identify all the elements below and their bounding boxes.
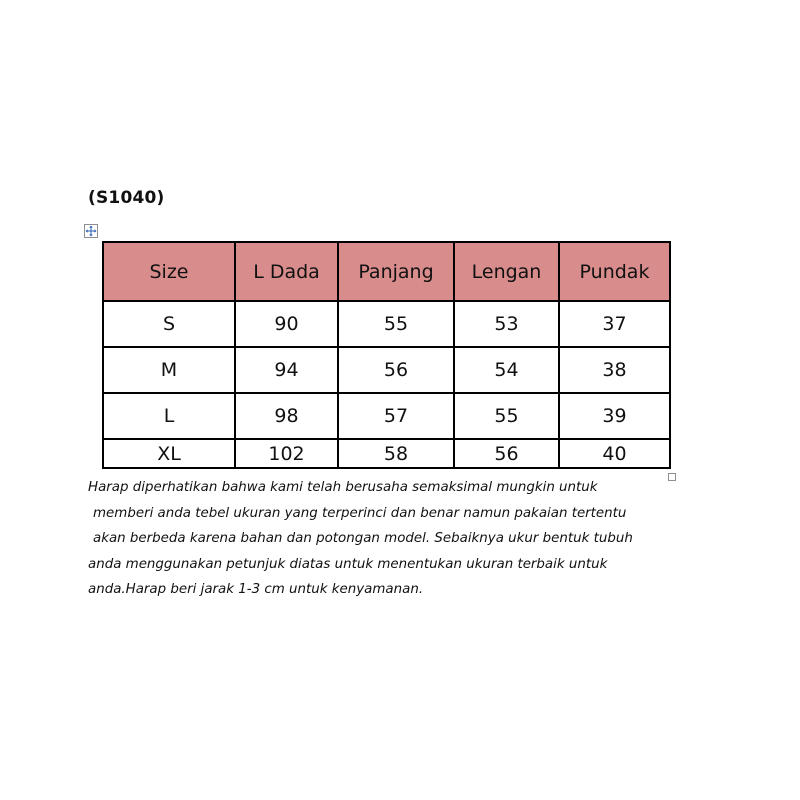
header-panjang: Panjang bbox=[338, 242, 454, 301]
table-cell: 55 bbox=[338, 301, 454, 347]
product-code-title: (S1040) bbox=[88, 188, 165, 208]
note-line: anda menggunakan petunjuk diatas untuk menentukan ukuran terbaik untuk bbox=[88, 556, 608, 572]
table-row bbox=[103, 301, 670, 347]
size-note-paragraph bbox=[88, 475, 748, 603]
table-cell: 53 bbox=[454, 301, 559, 347]
note-line: memberi anda tebel ukuran yang terperinci dan benar namun pakaian tertentu bbox=[93, 505, 627, 521]
table-cell: XL bbox=[103, 439, 235, 468]
table-cell: 37 bbox=[559, 301, 670, 347]
table-cell: M bbox=[103, 347, 235, 393]
note-line: Harap diperhatikan bahwa kami telah berusaha semaksimal mungkin untuk bbox=[88, 480, 598, 495]
table-cell: 40 bbox=[559, 439, 670, 468]
table-row bbox=[103, 439, 670, 468]
move-arrows-icon bbox=[85, 225, 97, 237]
table-row bbox=[103, 393, 670, 439]
note-line: anda.Harap beri jarak 1-3 cm untuk kenyamanan. bbox=[88, 582, 424, 597]
header-lengan: Lengan bbox=[454, 242, 559, 301]
table-cell: 54 bbox=[454, 347, 559, 393]
table-cell: 38 bbox=[559, 347, 670, 393]
header-pundak: Pundak bbox=[559, 242, 670, 301]
table-cell: 56 bbox=[338, 347, 454, 393]
note-line: akan berbeda karena bahan dan potongan model. Sebaiknya ukur bentuk tubuh bbox=[93, 531, 633, 546]
table-cell: S bbox=[103, 301, 235, 347]
table-cell: 90 bbox=[235, 301, 338, 347]
header-size: Size bbox=[103, 242, 235, 301]
table-row bbox=[103, 347, 670, 393]
table-cell: 58 bbox=[338, 439, 454, 468]
table-cell: 102 bbox=[235, 439, 338, 468]
header-l-dada: L Dada bbox=[235, 242, 338, 301]
table-cell: 56 bbox=[454, 439, 559, 468]
size-chart-table bbox=[102, 241, 671, 469]
table-cell: L bbox=[103, 393, 235, 439]
table-cell: 55 bbox=[454, 393, 559, 439]
table-cell: 94 bbox=[235, 347, 338, 393]
table-move-handle-icon[interactable] bbox=[84, 224, 98, 238]
table-cell: 57 bbox=[338, 393, 454, 439]
table-cell: 98 bbox=[235, 393, 338, 439]
table-header-row bbox=[103, 242, 670, 301]
table-cell: 39 bbox=[559, 393, 670, 439]
